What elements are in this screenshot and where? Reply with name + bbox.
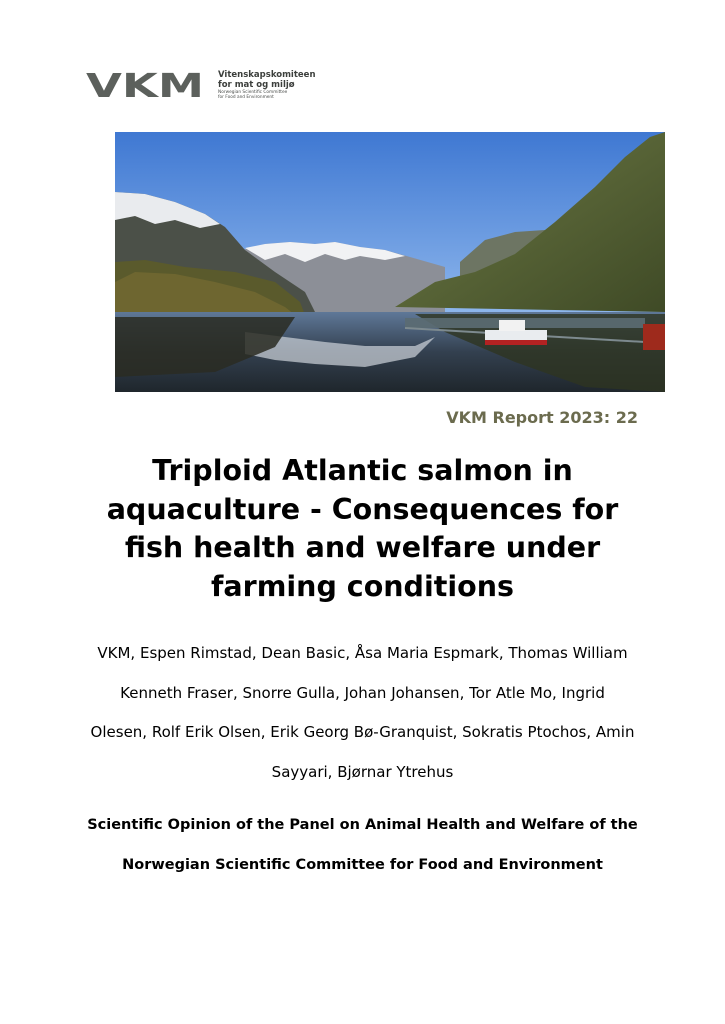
vkm-logo <box>86 70 316 110</box>
vkm-logo-mark <box>86 70 206 102</box>
report-title: Triploid Atlantic salmon in aquaculture - Consequences for fish health and welfare under farming conditions <box>106 454 619 603</box>
logo-name-en-line1: Norwegian Scientific Committee <box>218 90 288 95</box>
cover-photo <box>115 132 665 392</box>
fjord-fish-farm-photo <box>115 132 665 392</box>
report-number: VKM Report 2023: 22 <box>446 408 638 427</box>
logo-name-no-line2: for mat og miljø <box>218 80 295 90</box>
vkm-logo-mark-text: VKM <box>86 70 204 102</box>
authors-list: VKM, Espen Rimstad, Dean Basic, Åsa Maria Espmark, Thomas William Kenneth Fraser, Snorre Gulla, Johan Johansen, Tor Atle Mo, Ingrid Olesen, Rolf Erik Olsen, Erik Georg Bø-Granquist, Sokratis Ptochos, Amin Sayyari, Bjørnar Ytrehus <box>90 644 635 781</box>
logo-name-en-line2: for Food and Environment <box>218 95 274 100</box>
boat-stripe <box>485 340 547 345</box>
scientific-opinion-statement: Scientific Opinion of the Panel on Animal Health and Welfare of the Norwegian Scientific Committee for Food and Environment <box>87 817 638 873</box>
vkm-logo-text <box>218 70 318 100</box>
boat-cabin <box>499 320 525 331</box>
red-building <box>643 324 665 350</box>
logo-name-no-line1: Vitenskapskomiteen <box>218 70 316 80</box>
